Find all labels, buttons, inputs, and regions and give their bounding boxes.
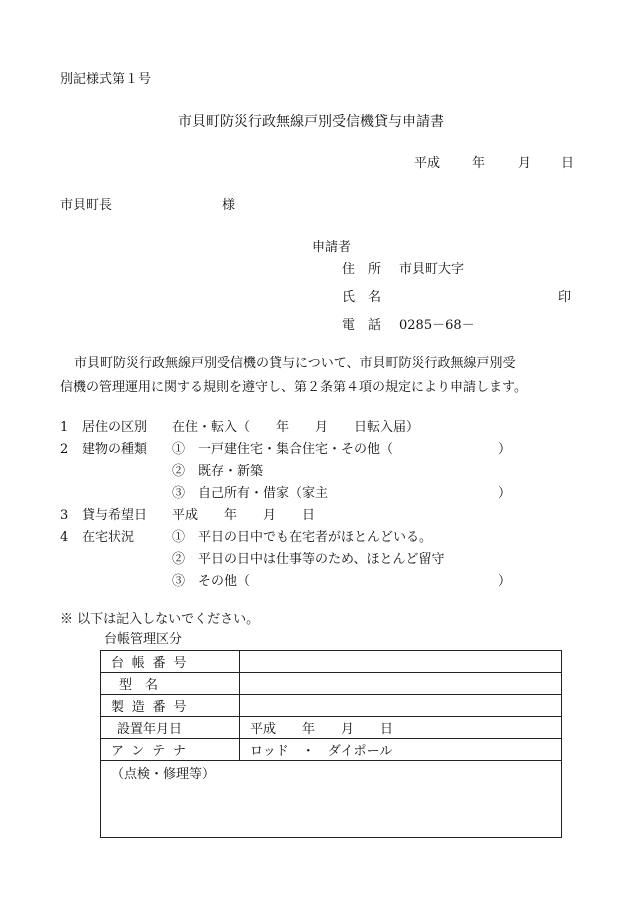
- item-3-label: 貸与希望日: [82, 508, 148, 523]
- address-label: 住 所: [342, 262, 382, 277]
- ledger-caption: 台帳管理区分: [104, 632, 183, 647]
- ledger-label: 台帳番号: [101, 651, 240, 673]
- ledger-label: 型 名: [101, 673, 240, 695]
- ledger-value: [240, 673, 562, 695]
- item-2-option-3-close: ）: [498, 486, 512, 501]
- item-1-label: 居住の区別: [82, 420, 148, 435]
- item-1-number: 1: [60, 420, 69, 435]
- form-number: 別記様式第１号: [60, 72, 152, 87]
- office-use-note: ※ 以下は記入しないでください。: [60, 612, 260, 627]
- ledger-value: 平成 年 月 日: [240, 717, 562, 739]
- phone-label: 電 話: [342, 318, 382, 333]
- table-row: [101, 761, 562, 838]
- name-label: 氏 名: [342, 290, 382, 305]
- item-4-option-3: ③ その他（: [172, 574, 251, 589]
- ledger-value: [240, 651, 562, 673]
- item-1-text: 在住・転入（ 年 月 日転入届）: [172, 420, 420, 435]
- item-2-label: 建物の種類: [82, 442, 148, 457]
- item-3-text: 平成 年 月 日: [172, 508, 316, 523]
- table-row: [101, 673, 562, 695]
- table-row: [101, 717, 562, 739]
- item-3-number: 3: [60, 508, 69, 523]
- address-value: 市貝町大字: [399, 262, 465, 277]
- item-4-number: 4: [60, 530, 69, 545]
- item-4-option-1: ① 平日の日中でも在宅者がほとんどいる。: [172, 530, 433, 545]
- item-4-option-3-close: ）: [498, 574, 512, 589]
- table-row: [101, 695, 562, 717]
- phone-value: 0285－68－: [399, 318, 475, 333]
- applicant-heading: 申請者: [312, 240, 352, 255]
- date-era: 平成: [414, 156, 441, 171]
- ledger-table: [100, 650, 562, 838]
- ledger-notes: （点検・修理等）: [101, 761, 562, 838]
- table-row: [101, 651, 562, 673]
- document-title: 市貝町防災行政無線戸別受信機貸与申請書: [178, 114, 444, 130]
- item-2-option-2: ② 既存・新築: [172, 464, 264, 479]
- ledger-value: ロッド ・ ダイポール: [240, 739, 562, 761]
- item-4-label: 在宅状況: [82, 530, 135, 545]
- date-day: 日: [561, 156, 575, 171]
- date-month: 月: [518, 156, 532, 171]
- item-2-option-1-close: ）: [498, 442, 512, 457]
- ledger-label: 製造番号: [101, 695, 240, 717]
- body-line-1: 市貝町防災行政無線戸別受信機の貸与について、市貝町防災行政無線戸別受: [74, 356, 516, 371]
- body-line-2: 信機の管理運用に関する規則を遵守し、第２条第４項の規定により申請します。: [60, 380, 527, 395]
- ledger-value: [240, 695, 562, 717]
- item-4-option-2: ② 平日の日中は仕事等のため、ほとんど留守: [172, 552, 445, 567]
- addressee-honorific: 様: [222, 198, 236, 213]
- addressee-name: 市貝町長: [60, 198, 113, 213]
- ledger-label: アンテナ: [101, 739, 240, 761]
- date-year: 年: [472, 156, 486, 171]
- ledger-label: 設置年月日: [101, 717, 240, 739]
- item-2-number: 2: [60, 442, 69, 457]
- table-row: [101, 739, 562, 761]
- seal-mark: 印: [558, 290, 572, 305]
- item-2-option-1: ① 一戸建住宅・集合住宅・その他（: [172, 442, 394, 457]
- item-2-option-3: ③ 自己所有・借家（家主: [172, 486, 329, 501]
